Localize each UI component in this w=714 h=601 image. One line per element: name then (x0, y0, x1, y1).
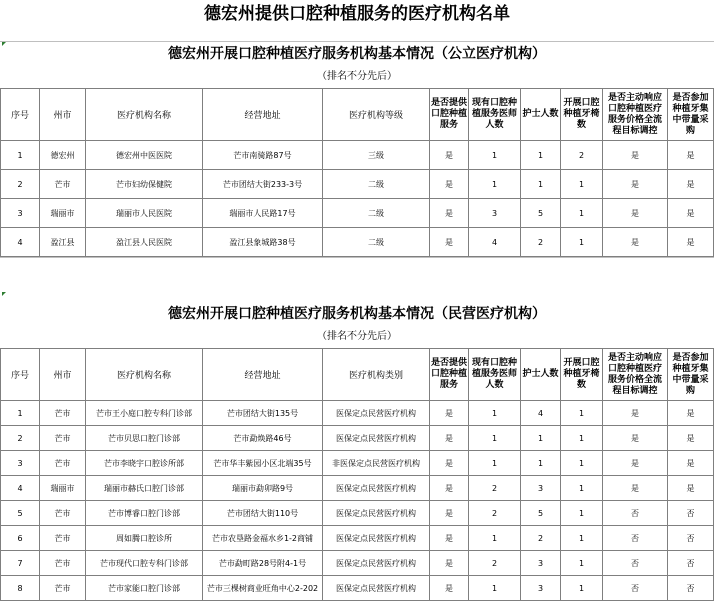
table-cell: 医保定点民营医疗机构 (323, 551, 430, 576)
table-row (1, 199, 714, 228)
table-cell: 芒市团结大街233-3号 (203, 170, 323, 199)
table-cell: 5 (1, 501, 40, 526)
table-cell: 2 (469, 551, 521, 576)
table-cell: 1 (469, 526, 521, 551)
table-cell: 是 (668, 476, 714, 501)
table-cell: 盈江县人民医院 (86, 228, 203, 257)
table-cell: 芒市 (40, 576, 86, 601)
table-cell: 是 (603, 401, 668, 426)
table-cell: 二级 (323, 199, 430, 228)
table-cell: 是 (603, 141, 668, 170)
table-cell: 2 (1, 426, 40, 451)
table-cell: 1 (561, 199, 603, 228)
table-cell: 盈江县 (40, 228, 86, 257)
table-cell: 芒市三棵树商业旺角中心2-202 (203, 576, 323, 601)
table-cell: 3 (1, 199, 40, 228)
table-cell: 芒市妇幼保健院 (86, 170, 203, 199)
table-cell: 1 (561, 501, 603, 526)
table-cell: 3 (1, 451, 40, 476)
header-cell: 是否提供口腔种植服务 (430, 89, 469, 141)
table-cell: 5 (521, 501, 561, 526)
table-cell: 1 (469, 170, 521, 199)
header-cell: 开展口腔种植牙椅数 (561, 89, 603, 141)
header-cell: 医疗机构名称 (86, 349, 203, 401)
table-row (1, 228, 714, 257)
table-cell: 1 (521, 426, 561, 451)
public-table (0, 88, 714, 257)
table-cell: 芒市李晓宇口腔诊所部 (86, 451, 203, 476)
table-cell: 芒市团结大街110号 (203, 501, 323, 526)
header-cell: 医疗机构类别 (323, 349, 430, 401)
cell-comment-marker (2, 42, 6, 46)
table-cell: 是 (668, 170, 714, 199)
header-cell: 是否提供口腔种植服务 (430, 349, 469, 401)
table-cell: 1 (561, 228, 603, 257)
table-cell: 是 (430, 501, 469, 526)
page-title: 德宏州提供口腔种植服务的医疗机构名单 (0, 0, 714, 42)
table-cell: 1 (561, 526, 603, 551)
table-cell: 2 (1, 170, 40, 199)
table-cell: 瑞丽市 (40, 476, 86, 501)
header-cell: 序号 (1, 89, 40, 141)
table-cell: 2 (521, 526, 561, 551)
table-cell: 是 (603, 426, 668, 451)
table-cell: 芒市勐焕路46号 (203, 426, 323, 451)
table-row (1, 426, 714, 451)
table-cell: 否 (603, 576, 668, 601)
table-cell: 1 (469, 576, 521, 601)
table-row (1, 476, 714, 501)
header-cell: 医疗机构名称 (86, 89, 203, 141)
cell-comment-marker (2, 292, 6, 296)
header-cell: 是否主动响应口腔种植医疗服务价格全流程目标调控 (603, 349, 668, 401)
public-section-title: 德宏州开展口腔种植医疗服务机构基本情况（公立医疗机构） (168, 46, 546, 62)
table-cell: 3 (521, 476, 561, 501)
table-cell: 芒市家能口腔门诊部 (86, 576, 203, 601)
table-cell: 芒市勐町路28号附4-1号 (203, 551, 323, 576)
table-cell: 是 (603, 451, 668, 476)
table-cell: 1 (469, 426, 521, 451)
table-cell: 芒市 (40, 170, 86, 199)
table-cell: 是 (430, 199, 469, 228)
table-cell: 二级 (323, 228, 430, 257)
table-cell: 是 (668, 401, 714, 426)
table-cell: 芒市王小庭口腔专科门诊部 (86, 401, 203, 426)
table-cell: 2 (469, 501, 521, 526)
table-cell: 2 (521, 228, 561, 257)
table-row (1, 170, 714, 199)
table-cell: 瑞丽市人民路17号 (203, 199, 323, 228)
table-cell: 芒市农垦路金福水乡1-2商铺 (203, 526, 323, 551)
table-cell: 是 (668, 141, 714, 170)
table-cell: 是 (668, 426, 714, 451)
table-cell: 是 (603, 170, 668, 199)
private-section-title: 德宏州开展口腔种植医疗服务机构基本情况（民营医疗机构） (168, 306, 546, 322)
table-cell: 是 (430, 401, 469, 426)
table-cell: 1 (1, 401, 40, 426)
private-table-body (1, 401, 714, 601)
table-cell: 1 (561, 451, 603, 476)
table-cell: 芒市 (40, 401, 86, 426)
table-cell: 瑞丽市 (40, 199, 86, 228)
blank-rows (0, 257, 714, 302)
table-cell: 是 (430, 228, 469, 257)
public-section-note: （排名不分先后） (317, 71, 397, 82)
table-cell: 1 (561, 426, 603, 451)
header-cell: 现有口腔种植服务医师人数 (469, 89, 521, 141)
table-cell: 1 (1, 141, 40, 170)
table-cell: 否 (603, 501, 668, 526)
table-cell: 1 (521, 451, 561, 476)
table-cell: 是 (430, 451, 469, 476)
header-cell: 州市 (40, 89, 86, 141)
table-cell: 3 (469, 199, 521, 228)
table-cell: 是 (430, 526, 469, 551)
table-header-row (1, 89, 714, 141)
table-cell: 4 (1, 476, 40, 501)
private-section-note: （排名不分先后） (317, 331, 397, 342)
table-cell: 3 (521, 576, 561, 601)
header-cell: 是否参加种植牙集中带量采购 (668, 349, 714, 401)
table-cell: 是 (668, 451, 714, 476)
header-cell: 序号 (1, 349, 40, 401)
table-cell: 德宏州中医医院 (86, 141, 203, 170)
table-cell: 1 (521, 141, 561, 170)
table-cell: 是 (430, 426, 469, 451)
table-cell: 2 (469, 476, 521, 501)
table-cell: 瑞丽市赫氏口腔门诊部 (86, 476, 203, 501)
table-cell: 否 (668, 501, 714, 526)
table-row (1, 141, 714, 170)
table-cell: 德宏州 (40, 141, 86, 170)
table-cell: 1 (561, 576, 603, 601)
table-cell: 芒市现代口腔专科门诊部 (86, 551, 203, 576)
table-cell: 是 (603, 476, 668, 501)
table-cell: 芒市团结大街135号 (203, 401, 323, 426)
table-cell: 8 (1, 576, 40, 601)
table-row (1, 451, 714, 476)
table-cell: 芒市 (40, 551, 86, 576)
table-cell: 1 (561, 476, 603, 501)
table-cell: 医保定点民营医疗机构 (323, 576, 430, 601)
header-cell: 经营地址 (203, 349, 323, 401)
table-cell: 芒市 (40, 526, 86, 551)
table-row (1, 576, 714, 601)
table-cell: 瑞丽市勐卯路9号 (203, 476, 323, 501)
table-cell: 6 (1, 526, 40, 551)
table-cell: 是 (668, 199, 714, 228)
table-cell: 医保定点民营医疗机构 (323, 426, 430, 451)
table-cell: 7 (1, 551, 40, 576)
public-table-body (1, 141, 714, 257)
table-cell: 4 (1, 228, 40, 257)
table-cell: 医保定点民营医疗机构 (323, 476, 430, 501)
table-cell: 是 (430, 141, 469, 170)
table-cell: 芒市博睿口腔门诊部 (86, 501, 203, 526)
table-cell: 4 (521, 401, 561, 426)
table-cell: 芒市华丰紫园小区北端35号 (203, 451, 323, 476)
table-row (1, 401, 714, 426)
table-cell: 1 (469, 141, 521, 170)
header-cell: 是否主动响应口腔种植医疗服务价格全流程目标调控 (603, 89, 668, 141)
header-cell: 是否参加种植牙集中带量采购 (668, 89, 714, 141)
table-cell: 芒市 (40, 501, 86, 526)
table-cell: 三级 (323, 141, 430, 170)
table-cell: 3 (521, 551, 561, 576)
header-cell: 开展口腔种植牙椅数 (561, 349, 603, 401)
table-cell: 1 (561, 170, 603, 199)
header-cell: 护士人数 (521, 349, 561, 401)
table-cell: 芒市 (40, 426, 86, 451)
table-cell: 1 (561, 551, 603, 576)
header-cell: 经营地址 (203, 89, 323, 141)
table-cell: 1 (469, 451, 521, 476)
table-cell: 是 (430, 576, 469, 601)
table-cell: 芒市贝思口腔门诊部 (86, 426, 203, 451)
table-cell: 是 (603, 228, 668, 257)
table-cell: 否 (668, 576, 714, 601)
table-cell: 芒市南骑路87号 (203, 141, 323, 170)
table-cell: 是 (430, 476, 469, 501)
table-cell: 5 (521, 199, 561, 228)
table-cell: 是 (603, 199, 668, 228)
table-cell: 医保定点民营医疗机构 (323, 501, 430, 526)
header-cell: 护士人数 (521, 89, 561, 141)
table-header-row (1, 349, 714, 401)
table-cell: 否 (603, 551, 668, 576)
private-table (0, 348, 714, 601)
table-cell: 二级 (323, 170, 430, 199)
table-row (1, 501, 714, 526)
table-cell: 1 (469, 401, 521, 426)
table-cell: 医保定点民营医疗机构 (323, 401, 430, 426)
header-cell: 医疗机构等级 (323, 89, 430, 141)
header-cell: 现有口腔种植服务医师人数 (469, 349, 521, 401)
table-cell: 周如腾口腔诊所 (86, 526, 203, 551)
header-cell: 州市 (40, 349, 86, 401)
table-cell: 盈江县象城路38号 (203, 228, 323, 257)
table-cell: 1 (561, 401, 603, 426)
table-cell: 1 (521, 170, 561, 199)
table-cell: 是 (430, 170, 469, 199)
table-cell: 瑞丽市人民医院 (86, 199, 203, 228)
table-row (1, 551, 714, 576)
table-cell: 否 (603, 526, 668, 551)
table-cell: 否 (668, 526, 714, 551)
table-cell: 否 (668, 551, 714, 576)
table-cell: 是 (668, 228, 714, 257)
table-cell: 芒市 (40, 451, 86, 476)
table-cell: 非医保定点民营医疗机构 (323, 451, 430, 476)
table-cell: 是 (430, 551, 469, 576)
table-cell: 2 (561, 141, 603, 170)
table-cell: 4 (469, 228, 521, 257)
table-row (1, 526, 714, 551)
table-cell: 医保定点民营医疗机构 (323, 526, 430, 551)
